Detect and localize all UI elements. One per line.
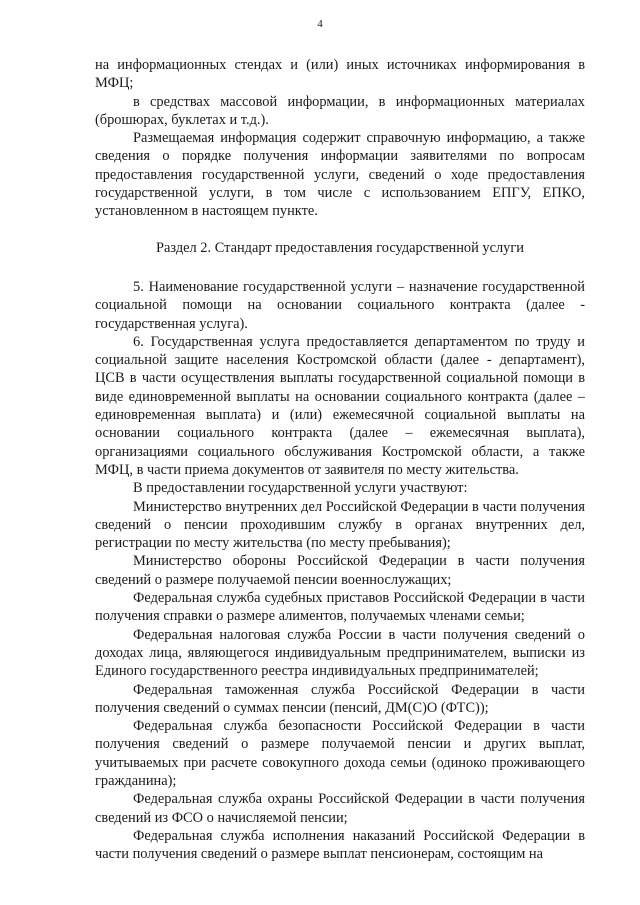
paragraph-5-service-name: 5. Наименование государственной услуги – назначение государственной социальной помощи на основании социального контракта (далее - государственная услуга). (95, 278, 585, 332)
paragraph-mvd: Министерство внутренних дел Российской Федерации в части получения сведений о пенсии проходившим службу в органах внутренних дел, регистрации по месту жительства (по месту пребывания); (95, 498, 585, 552)
paragraph-penitentiary-service: Федеральная служба исполнения наказаний Российской Федерации в части получения сведений о размере выплат пенсионерам, состоящим на (95, 827, 585, 863)
paragraph-info-stands: на информационных стендах и (или) иных источниках информирования в МФЦ; (95, 57, 585, 92)
paragraph-ministry-defense: Министерство обороны Российской Федерации в части получения сведений о размере получаемой пенсии военнослужащих; (95, 553, 585, 588)
paragraph-6-service-provider: 6. Государственная услуга предоставляется департаментом по труду и социальной защите населения Костромской области (далее - департамент), ЦСВ в части осуществления выплаты государственной социальной помощи в виде единовременной выплаты на основании социального контракта (далее – единовременная выплата) и (или) ежемесячной социальной выплаты на основании социального контракта (далее – ежемесячная выплата), организациями социального обслуживания Костромской области, а также МФЦ, в части приема документов от заявителя по месту жительства. (95, 333, 585, 478)
paragraph-security-service: Федеральная служба безопасности Российской Федерации в части получения сведений о размере получаемой пенсии и других выплат, учитываемых при расчете совокупного дохода семьи (одиноко проживающего гражданина); (95, 718, 585, 789)
paragraph-protection-service: Федеральная служба охраны Российской Федерации в части получения сведений из ФСО о начисляемой пенсии; (95, 791, 585, 826)
paragraph-posted-info: Размещаемая информация содержит справочную информацию, а также сведения о порядке получения информации заявителями по вопросам предоставления государственной услуги, сведений о ходе предоставления государственной услуги, в том числе с использованием ЕПГУ, ЕПКО, установленном в настоящем пункте. (95, 130, 585, 220)
paragraph-participants-intro: В предоставлении государственной услуги участвуют: (133, 480, 468, 497)
document-body (95, 56, 585, 863)
paragraph-tax-service: Федеральная налоговая служба России в части получения сведений о доходах лица, являющегося индивидуальным предпринимателем, выписки из Единого государственного реестра индивидуальных предпринимателей; (95, 626, 585, 680)
page-number: 4 (317, 18, 323, 30)
paragraph-mass-media: в средствах массовой информации, в информационных материалах (брошюрах, буклетах и т.д.). (95, 93, 585, 128)
paragraph-bailiffs: Федеральная служба судебных приставов Российской Федерации в части получения справки о размере алиментов, получаемых членами семьи; (95, 590, 585, 625)
section-heading: Раздел 2. Стандарт предоставления государственной услуги (156, 239, 524, 256)
paragraph-customs-service: Федеральная таможенная служба Российской Федерации в части получения сведений о суммах пенсии (пенсий, ДМ(С)О (ФТС)); (95, 681, 585, 716)
